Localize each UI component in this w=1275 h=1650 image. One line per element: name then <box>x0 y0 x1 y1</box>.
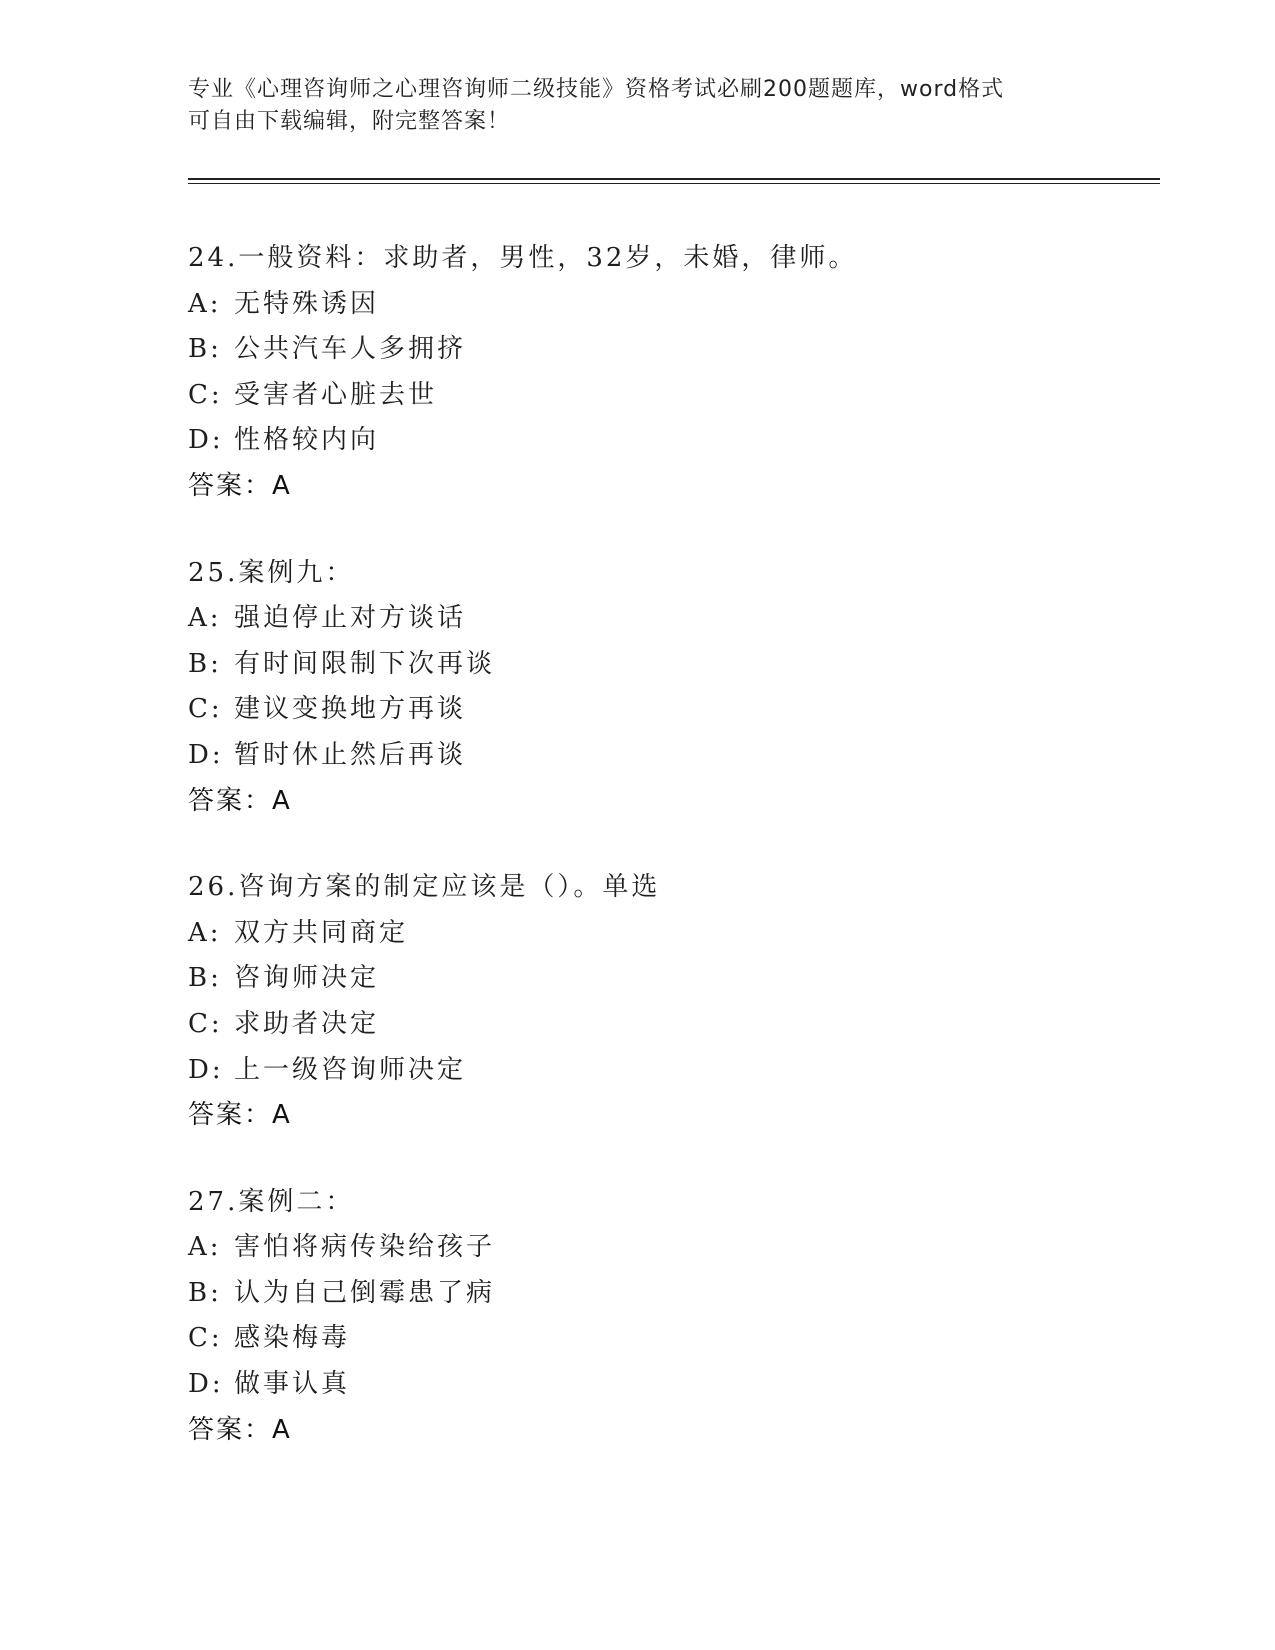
option-d <box>188 733 1148 779</box>
option-letter: A: <box>188 917 222 948</box>
option-c <box>188 1316 1148 1362</box>
option-text: 感染梅毒 <box>234 1323 351 1354</box>
option-text: 建议变换地方再谈 <box>234 694 467 725</box>
option-a <box>188 1225 1148 1271</box>
document-header <box>188 74 1088 138</box>
option-letter: D: <box>188 1369 224 1400</box>
question-item <box>188 865 1148 1139</box>
option-text: 咨询师决定 <box>234 963 380 994</box>
option-c <box>188 373 1148 419</box>
option-text: 求助者决定 <box>234 1008 380 1039</box>
question-list <box>188 236 1148 1494</box>
header-divider-thick <box>188 178 1160 180</box>
option-text: 有时间限制下次再谈 <box>234 648 496 679</box>
option-b <box>188 327 1148 373</box>
question-stem: 24.一般资料：求助者，男性，32岁，未婚，律师。 <box>188 243 858 273</box>
option-text: 受害者心脏去世 <box>234 379 438 410</box>
option-letter: C: <box>188 1008 223 1039</box>
option-text: 做事认真 <box>234 1369 351 1400</box>
option-text: 认为自己倒霉患了病 <box>234 1277 496 1308</box>
option-text: 公共汽车人多拥挤 <box>234 334 467 365</box>
header-divider-thin <box>188 183 1160 184</box>
option-text: 性格较内向 <box>234 425 380 456</box>
option-letter: C: <box>188 1323 223 1354</box>
option-c <box>188 687 1148 733</box>
option-text: 害怕将病传染给孩子 <box>234 1232 496 1263</box>
option-letter: B: <box>188 1277 222 1308</box>
option-text: 强迫停止对方谈话 <box>234 603 467 634</box>
header-line-1: 专业《心理咨询师之心理咨询师二级技能》资格考试必刷200题题库，word格式 <box>188 77 1005 102</box>
question-stem: 25.案例九： <box>188 557 355 588</box>
option-text: 无特殊诱因 <box>234 288 380 319</box>
option-text: 双方共同商定 <box>234 917 409 948</box>
question-item <box>188 1180 1148 1454</box>
option-letter: A: <box>188 603 222 634</box>
question-item <box>188 551 1148 825</box>
option-letter: A: <box>188 288 222 319</box>
option-d <box>188 1048 1148 1094</box>
option-c <box>188 1002 1148 1048</box>
answer-line: 答案：A <box>188 1100 292 1131</box>
option-a <box>188 911 1148 957</box>
option-letter: D: <box>188 425 224 456</box>
question-item <box>188 236 1148 510</box>
option-b <box>188 956 1148 1002</box>
option-text: 上一级咨询师决定 <box>234 1054 467 1085</box>
option-letter: D: <box>188 1054 224 1085</box>
option-b <box>188 1271 1148 1317</box>
option-letter: C: <box>188 379 223 410</box>
option-a <box>188 282 1148 328</box>
option-letter: C: <box>188 694 223 725</box>
answer-line: 答案：A <box>188 1414 292 1445</box>
answer-line: 答案：A <box>188 785 292 816</box>
question-stem: 26.咨询方案的制定应该是（）。单选 <box>188 872 661 903</box>
option-letter: A: <box>188 1232 222 1263</box>
option-b <box>188 642 1148 688</box>
option-text: 暂时休止然后再谈 <box>234 739 467 770</box>
header-line-2: 可自由下载编辑，附完整答案！ <box>188 109 511 134</box>
option-d <box>188 1362 1148 1408</box>
option-a <box>188 596 1148 642</box>
answer-line: 答案：A <box>188 470 292 501</box>
option-letter: B: <box>188 963 222 994</box>
option-letter: B: <box>188 648 222 679</box>
option-d <box>188 418 1148 464</box>
option-letter: D: <box>188 739 224 770</box>
question-stem: 27.案例二： <box>188 1186 355 1217</box>
option-letter: B: <box>188 334 222 365</box>
